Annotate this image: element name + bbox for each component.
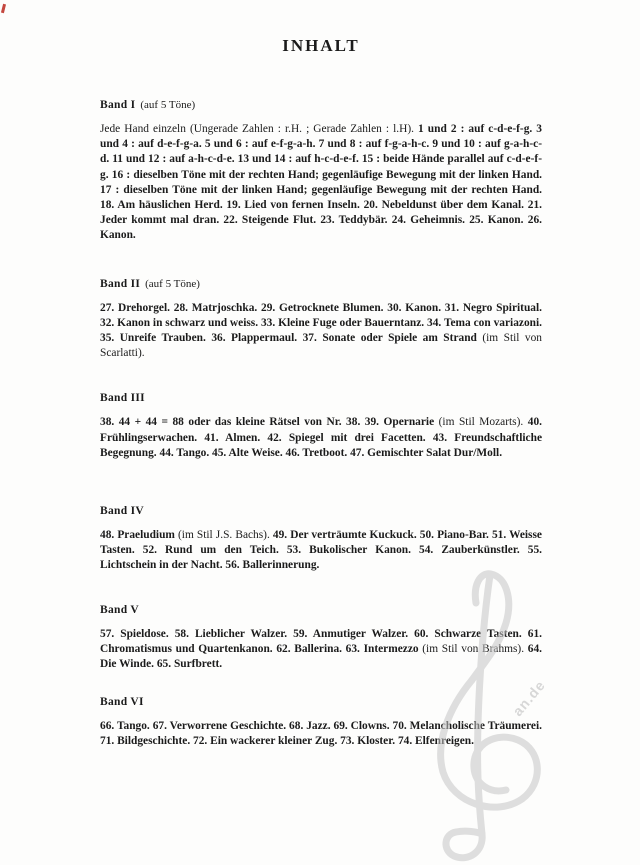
band-heading [100,278,542,290]
band-label: Band I [100,99,136,111]
band-entries: 48. Praeludium (im Stil J.S. Bachs). 49. Der verträumte Kuckuck. 50. Piano-Bar. 51. Weisse Tasten. 52. Rund um den Teich. 53. Bukolischer Kanon. 54. Zauberkünstler. 55. Lichtschein in der Nacht. 56. Ballerinnerung. [100,529,542,572]
band-heading [100,604,542,616]
band-section-1 [100,99,542,244]
band-section-4 [100,505,542,574]
band-entries: 27. Drehorgel. 28. Matrjoschka. 29. Getrocknete Blumen. 30. Kanon. 31. Negro Spiritual. 32. Kanon in schwarz und weiss. 33. Kleine Fuge oder Bauerntanz. 34. Tema con variazoni. 35. Unreife Trauben. 36. Plappermaul. 37. Sonate oder Spiele am Strand (im Stil von Scarlatti). [100,301,542,360]
band-section-2 [100,278,542,362]
band-label: Band VI [100,696,144,709]
band-heading [100,392,542,404]
band-suffix: (auf 5 Töne) [145,277,200,290]
band-entries: Jede Hand einzeln (Ungerade Zahlen : r.H. ; Gerade Zahlen : l.H). 1 und 2 : auf c-d-e-f-g. 3 und 4 : auf d-e-f-g-a. 5 und 6 : auf e-f-g-a-h. 7 und 8 : auf f-g-a-h-c. 9 und 10 : auf g-a-h-c-d. 11 und 12 : auf a-h-c-d-e. 13 und 14 : auf h-c-d-e-f. 15 : beide Hände parallel auf c-d-e-f-g. 16 : dieselben Töne mit der rechten Hand; gegenläufige Bewegung mit der linken Hand. 17 : dieselben Töne mit der linken Hand; gegenläufige Bewegung mit der rechten Hand. 18. Am häuslichen Herd. 19. Lied von fernen Inseln. 20. Nebeldunst über dem Kanal. 21. Jeder kommt mal dran. 22. Steigende Flut. 23. Teddybär. 24. Geheimnis. 25. Kanon. 26. Kanon. [100,123,542,242]
band-section-3 [100,392,542,461]
clef-tail [446,831,482,858]
band-heading [100,505,542,517]
band-entries: 38. 44 + 44 = 88 oder das kleine Rätsel von Nr. 38. 39. Opernarie (im Stil Mozarts). 40. Frühlingserwachen. 41. Almen. 42. Spiegel mit drei Facetten. 43. Freundschaftliche Begegnung. 44. Tango. 45. Alte Weise. 46. Tretboot. 47. Gemischter Salat Dur/Moll. [100,416,542,459]
band-section-5 [100,604,542,673]
band-entries: 57. Spieldose. 58. Lieblicher Walzer. 59. Anmutiger Walzer. 60. Schwarze Tasten. 61. Chromatismus und Quartenkanon. 62. Ballerina. 63. Intermezzo (im Stil von Brahms). 64. Die Winde. 65. Surfbrett. [100,627,542,671]
band-label: Band III [100,392,145,405]
band-label: Band II [100,277,141,290]
page-title: INHALT [282,36,360,55]
shop-watermark-text: an.de [509,676,549,720]
band-entries: 66. Tango. 67. Verworrene Geschichte. 68. Jazz. 69. Clowns. 70. Melancholische Träumerei. 71. Bildgeschichte. 72. Ein wackerer kleiner Zug. 73. Kloster. 74. Elfenreigen. [100,720,542,748]
band-suffix: (auf 5 Töne) [140,99,196,111]
band-heading [100,99,542,111]
band-label: Band IV [100,505,144,518]
band-label: Band V [100,603,139,616]
band-section-6 [100,696,542,749]
band-heading [100,696,542,708]
